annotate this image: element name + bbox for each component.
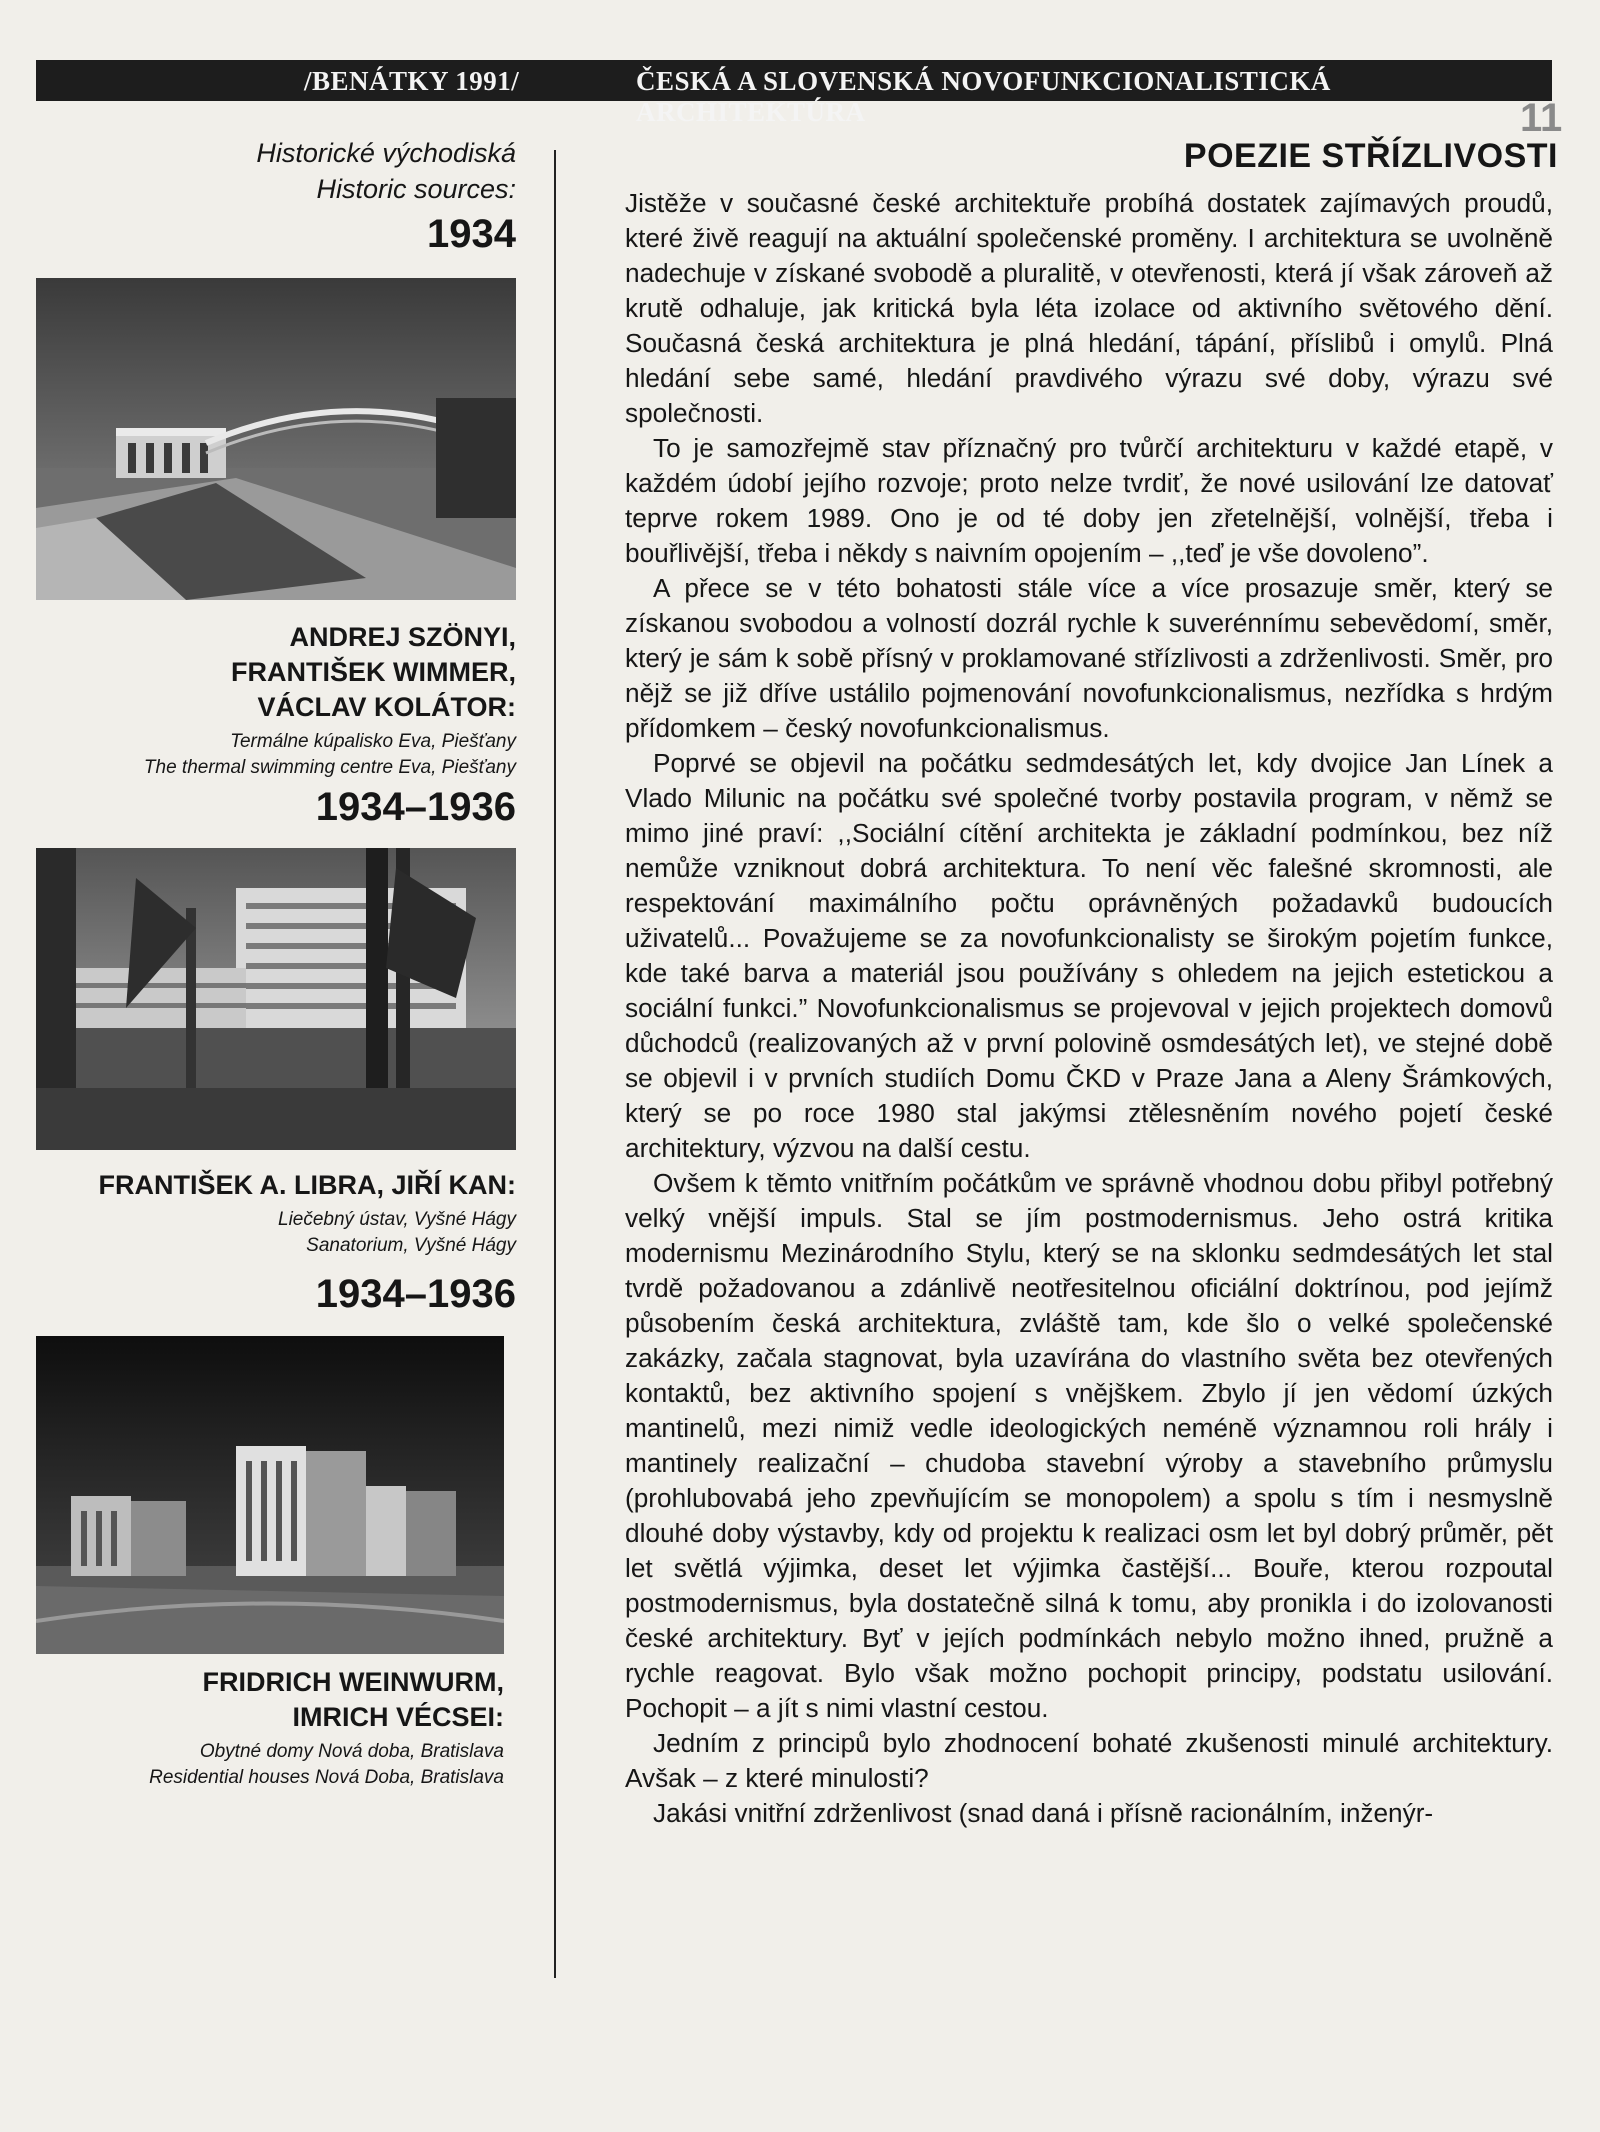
entry-year: 1934–1936	[315, 1272, 516, 1316]
sidebar-heading-en: Historic sources:	[316, 174, 516, 204]
article-paragraph: Jistěže v současné české architektuře probíhá dostatek zajímavých proudů, které živě reagují na aktuální společenské proměny. I architektura se uvolněně nadechuje v získané svobodě a pluralitě, v otevřenosti, která jí však zároveň až krutě odhaluje, jak kritická byla léta izolace od aktivního světového dění. Současná česká architektura je plná hledání, tápání, příslibů i omylů. Plná hledání sebe samé, hledání pravdivého výrazu své doby, výrazu své společnosti.	[625, 188, 1553, 428]
article-paragraph: Jedním z principů bylo zhodnocení bohaté zkušenosti minulé architektury. Avšak – z které minulosti?	[625, 1728, 1553, 1793]
article-paragraph: Ovšem k těmto vnitřním počátkům ve správně vhodnou dobu přibyl potřebný velký vnější impuls. Stal se jím postmodernismus. Jeho ostrá kritika modernismu Mezinárodního Stylu, který se na sklonku sedmdesátých let stal tvrdě požadovanou a zdánlivě neotřesitelnou oficiální doktrínou, pod jejímž působením česká architektura, zvláště tam, kde šlo o velké společenské zakázky, začala stagnovat, byla uzavírána do vlastního světa bez otevřených kontaktů, bez aktivního spojení s vnějškem. Zbylo jí jen vědomí úzkých mantinelů, mezi nimiž vedle ideologických neméně významnou roli hrály i mantinely realizační – chudoba stavební výroby a stavebního průmyslu (prohlubovabá jeho zpevňujícím se monopolem) a spolu s tím i nesmyslně dlouhé doby výstavby, kdy od projektu k realizaci osm let byl dobrý průměr, pět let světlá výjimka, deset let výjimka častější... Bouře, kterou rozpoutal postmodernismus, byla dostatečně silná k tomu, aby pronikla i do izolovanosti české architektury. Byť v jejích podmínkách nebylo možno ihned, pružně a rychle reagovat. Bylo však možno pochopit principy, podstatu usilování. Pochopit – a jít s nimi vlastní cestou.	[625, 1168, 1553, 1723]
sidebar-heading-cz: Historické východiská	[256, 138, 516, 168]
entry-caption-sk: Obytné domy Nová doba, Bratislava	[199, 1741, 504, 1762]
article-body	[625, 186, 1553, 1831]
entry-caption-en: Residential houses Nová Doba, Bratislava	[149, 1767, 504, 1788]
entry-architects: FRANTIŠEK A. LIBRA, JIŘÍ KAN:	[98, 1170, 516, 1200]
article-paragraph: Jakási vnitřní zdrženlivost (snad daná i přísně racionálním, inženýr-	[653, 1798, 1434, 1828]
article-title: POEZIE STŘÍZLIVOSTI	[1183, 137, 1558, 175]
entry-architects: VÁCLAV KOLÁTOR:	[257, 692, 516, 722]
header-right: ČESKÁ A SLOVENSKÁ NOVOFUNKCIONALISTICKÁ ARCHITEKTÚRA	[636, 66, 1331, 127]
header-left: /BENÁTKY 1991/	[304, 66, 520, 96]
entry-caption-sk: Liečebný ústav, Vyšné Hágy	[278, 1209, 516, 1230]
entry-year: 1934	[427, 212, 516, 256]
entry-architects: ANDREJ SZÖNYI,	[289, 622, 516, 652]
article-paragraph: Poprvé se objevil na počátku sedmdesátých let, kdy dvojice Jan Línek a Vlado Milunic na počátku své společné tvorby postavila program, v němž se mimo jiné praví: ,,Sociální cítění architekta je základní podmínkou, bez níž nemůže vzniknout dobrá architektura. To není věc falešné skromnosti, ale respektování maximálního počtu oprávněných požadavků budoucích uživatelů... Považujeme se za novofunkcionalisty se širokým pojetím funkce, kde také barva a materiál jsou používány s ohledem na jejich estetickou a sociální funkci.” Novofunkcionalismus se projevoval v jejich projektech domovů důchodců (realizovaných až v první polovině osmdesátých let), ve stejné době se objevil i v prvních studiích Domu ČKD v Praze Jana a Aleny Šrámkových, který se po roce 1980 stal jakýmsi ztělesněním nového pojetí české architektury, výzvou na další cestu.	[625, 748, 1553, 1163]
entry-caption-en: Sanatorium, Vyšné Hágy	[306, 1235, 516, 1256]
article-paragraph: A přece se v této bohatosti stále více a více prosazuje směr, který se získanou svobodou a volností dozrál rychle k suverénnímu sebevědomí, směr, který je sám k sobě přísný v proklamované střízlivosti a zdrženlivosti. Směr, pro nějž se již dříve ustálilo pojmenování novofunkcionalismus, nezřídka s hrdým přídomkem – český novofunkcionalismus.	[625, 573, 1553, 743]
entry-architects: IMRICH VÉCSEI:	[292, 1702, 504, 1732]
entry-year: 1934–1936	[315, 785, 516, 829]
page-number: 11	[1520, 96, 1563, 140]
entry-caption-sk: Termálne kúpalisko Eva, Piešťany	[230, 731, 516, 752]
photo-sanatorium	[36, 848, 516, 1150]
photo-residential-houses	[36, 1336, 504, 1654]
entry-caption-en: The thermal swimming centre Eva, Piešťany	[143, 757, 516, 778]
entry-architects: FRIDRICH WEINWURM,	[202, 1667, 504, 1697]
article-paragraph: To je samozřejmě stav příznačný pro tvůrčí architekturu v každé etapě, v každém údobí jejího rozvoje; proto nelze tvrdiť, že nové usilování lze datovať teprve rokem 1989. Ono je od té doby jen zřetelnější, volnější, třeba i bouřlivější, třeba i někdy s naivním opojením – ,,teď je vše dovoleno”.	[625, 433, 1553, 568]
column-divider	[554, 150, 556, 1978]
entry-architects: FRANTIŠEK WIMMER,	[231, 657, 516, 687]
photo-thermal-swimming-centre	[36, 278, 516, 600]
